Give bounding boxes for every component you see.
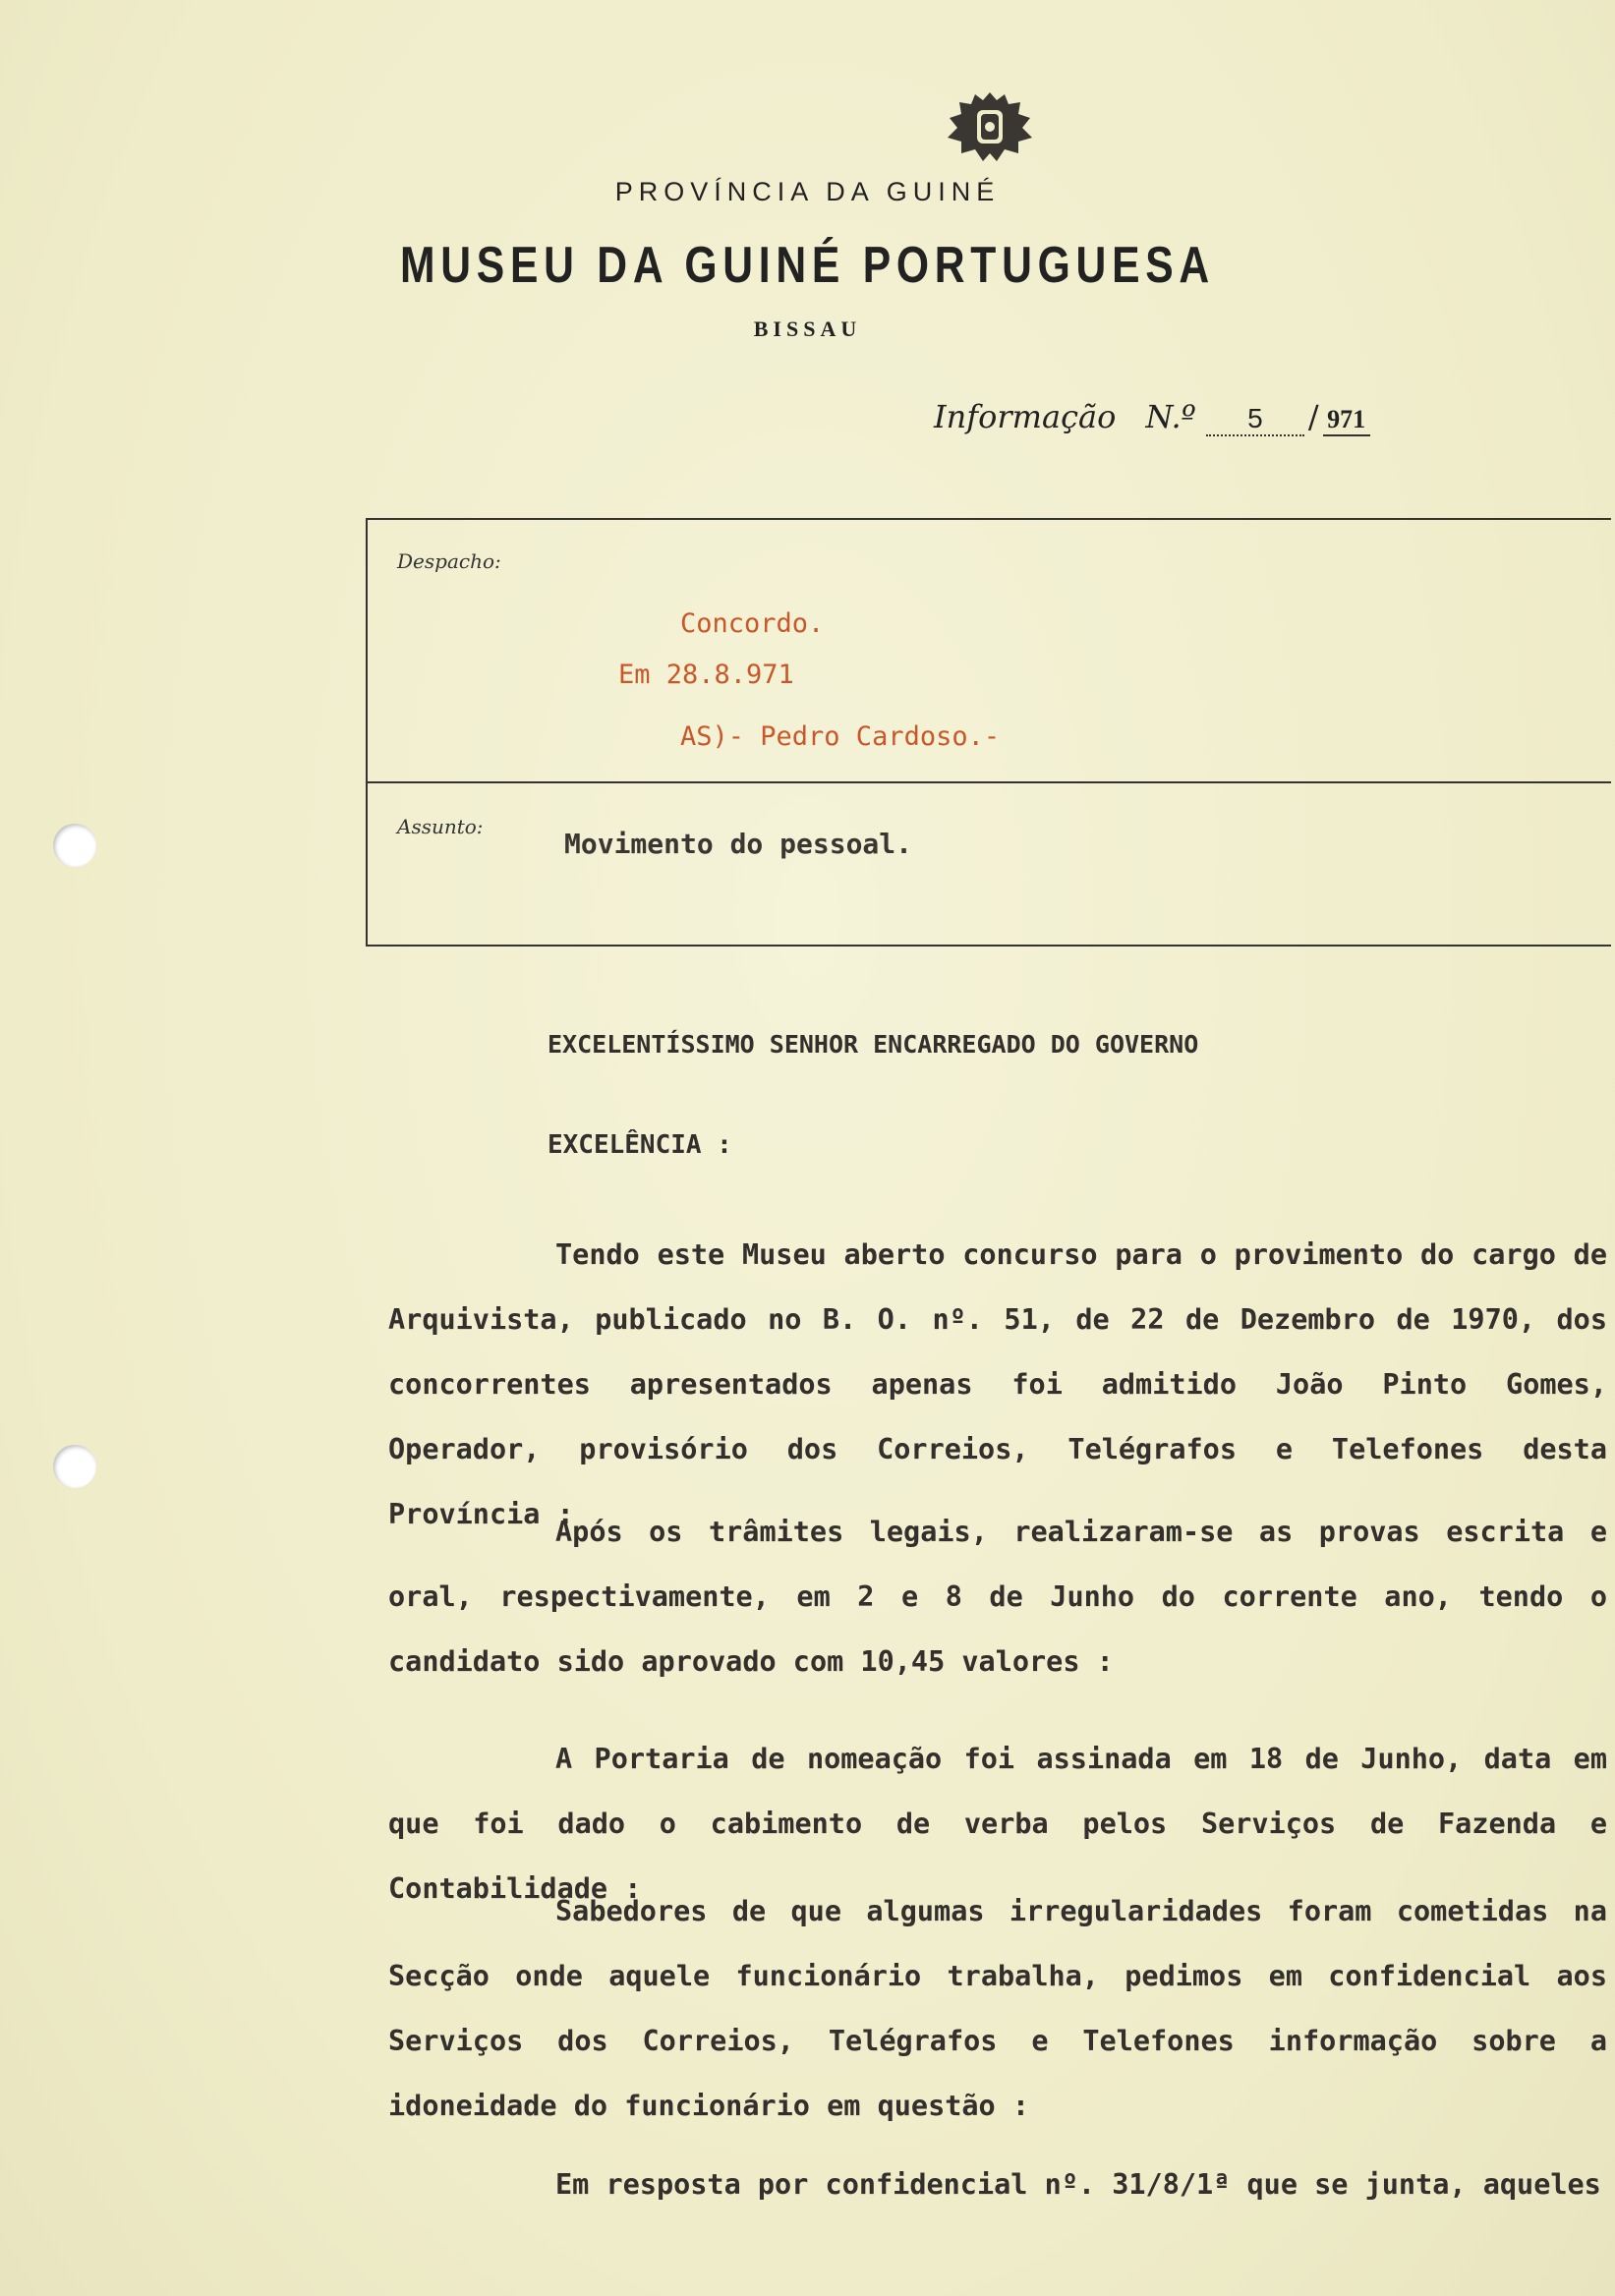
paragraph-1: Tendo este Museu aberto concurso para o provimento do cargo de Arquivista, publicado no B. O. nº. 51, de 22 de Dezembro de 1970, dos concorrentes apresentados apenas foi admitido João Pinto Gomes, Operador, provisório dos Correios, Telégrafos e Telefones desta Província : [388,1238,1607,1530]
number-label: N.º [1145,398,1196,435]
information-number: 5 [1206,403,1304,436]
paragraph-2: Após os trâmites legais, realizaram-se as provas escrita e oral, respectivamente, em 2 e 8 de Junho do corrente ano, tendo o candidato sido aprovado com 10,45 valores : [388,1516,1607,1678]
paragraph-5: Em resposta por confidencial nº. 31/8/1ª que se junta, aqueles [555,2168,1601,2201]
punch-hole-top [53,824,96,867]
paragraph-3: A Portaria de nomeação foi assinada em 18 de Junho, data em que foi dado o cabimento de verba pelos Serviços de Fazenda e Contabilidade : [388,1743,1607,1905]
punch-hole-bottom [53,1445,96,1488]
despacho-label: Despacho: [397,549,501,573]
paragraph-4: Sabedores de que algumas irregularidades foram cometidas na Secção onde aquele funcionário trabalha, pedimos em confidencial aos Serviços dos Correios, Telégrafos e Telefones informação sobre a idoneidade do funcionário em questão : [388,1895,1607,2122]
information-label: Informação [934,398,1117,435]
province-heading: PROVÍNCIA DA GUINÉ [614,177,1001,206]
addressee: EXCELENTÍSSIMO SENHOR ENCARREGADO DO GOVERNO [548,1030,1199,1059]
assunto-label: Assunto: [397,815,484,838]
coat-of-arms-icon [942,88,1038,167]
dispatch-box [366,518,1611,947]
despacho-line-2: Em 28.8.971 [618,660,794,690]
assunto-value: Movimento do pessoal. [564,828,913,860]
museum-title: MUSEU DA GUINÉ PORTUGUESA [400,237,1215,294]
number-separator: / [1307,398,1319,435]
salutation: EXCELÊNCIA : [548,1130,732,1160]
despacho-line-3: AS)- Pedro Cardoso.- [680,721,1001,752]
information-year: 971 [1323,405,1370,436]
city-heading: BISSAU [753,316,862,341]
box-divider [368,781,1611,783]
information-number-line [934,398,1370,436]
despacho-line-1: Concordo. [680,608,825,639]
